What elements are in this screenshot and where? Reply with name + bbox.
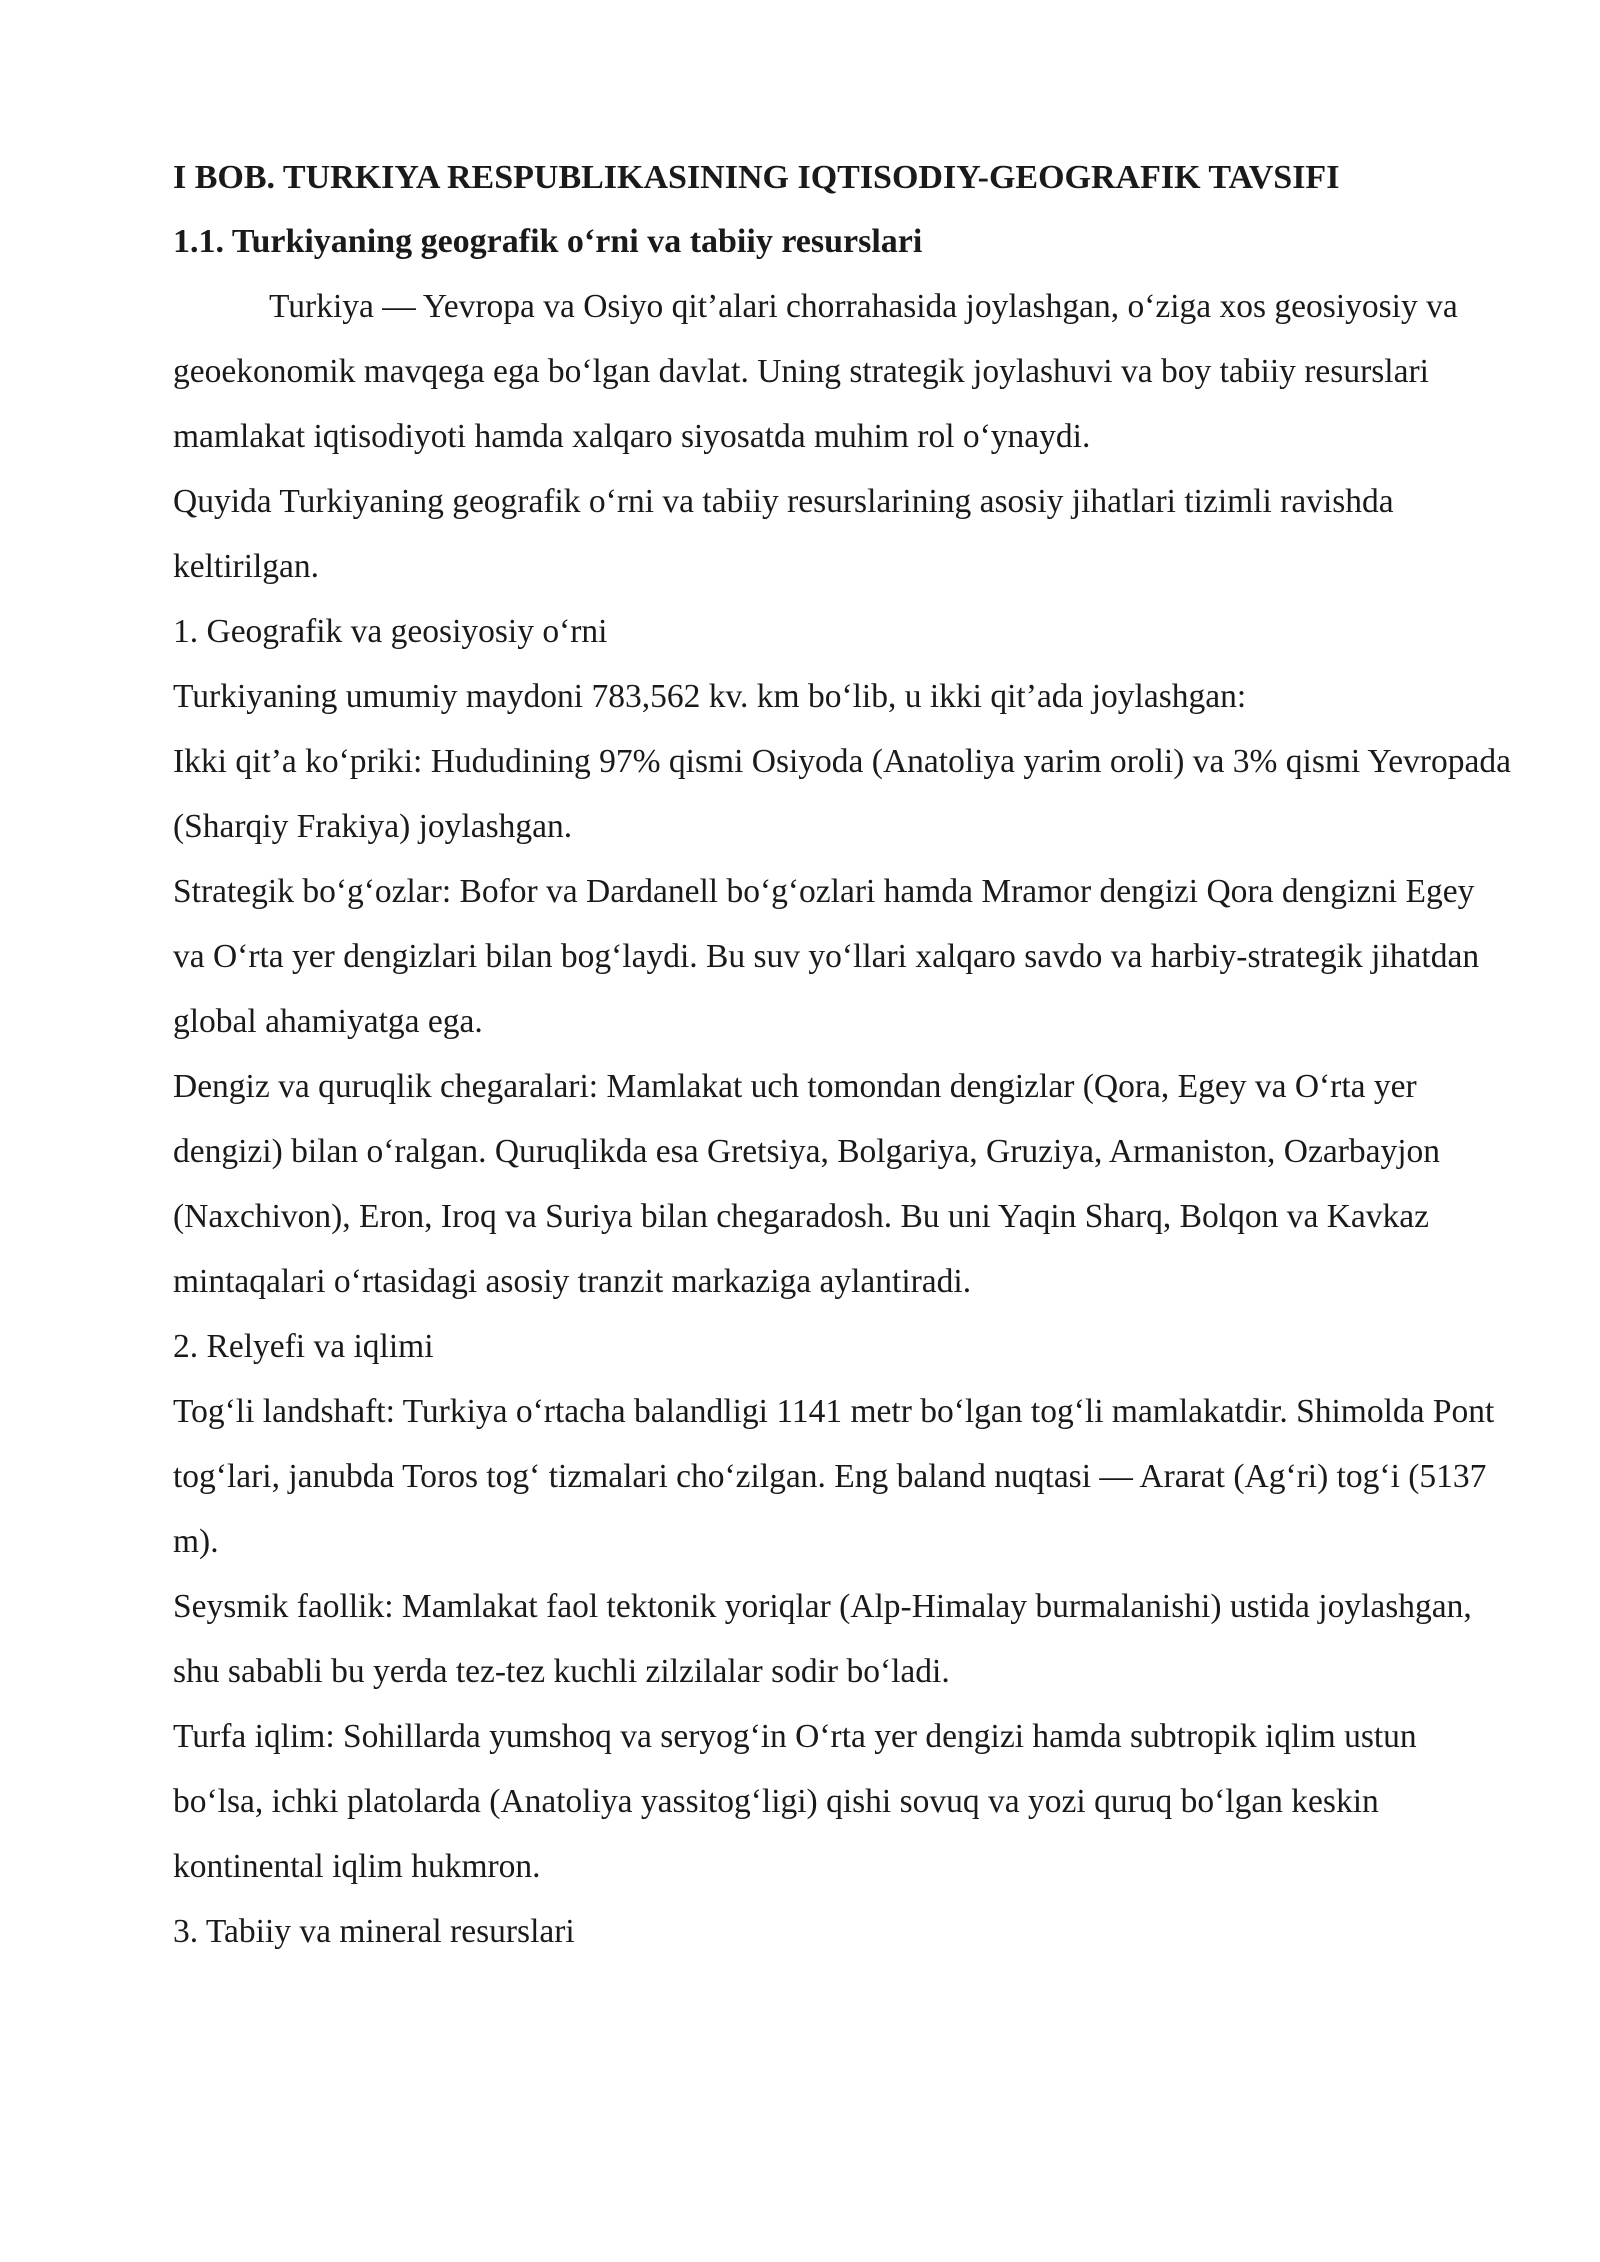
paragraph: Turfa iqlim: Sohillarda yumshoq va seryog‘in O‘rta yer dengizi hamda subtropik iqlim ustun bo‘lsa, ichki platolarda (Anatoliya yassitog‘ligi) qishi sovuq va yozi quruq bo‘lgan keskin kontinental iqlim hukmron. bbox=[173, 1718, 1417, 1885]
chapter-title: I BOB. TURKIYA RESPUBLIKASINING IQTISODIY-GEOGRAFIK TAVSIFI bbox=[173, 159, 1340, 196]
paragraph: Dengiz va quruqlik chegaralari: Mamlakat uch tomondan dengizlar (Qora, Egey va O‘rta yer dengizi) bilan o‘ralgan. Quruqlikda esa Gretsiya, Bolgariya, Gruziya, Armaniston, Ozarbayjon (Naxchivon), Eron, Iroq va Suriya bilan chegaradosh. Bu uni Yaqin Sharq, Bolqon va Kavkaz mintaqalari o‘rtasidagi asosiy tranzit markaziga aylantiradi. bbox=[173, 1068, 1441, 1300]
paragraph: Turkiyaning umumiy maydoni 783,562 kv. km bo‘lib, u ikki qit’ada joylashgan: bbox=[173, 678, 1247, 715]
paragraph: Strategik bo‘g‘ozlar: Bofor va Dardanell bo‘g‘ozlari hamda Mramor dengizi Qora dengizni Egey va O‘rta yer dengizlari bilan bog‘laydi. Bu suv yo‘llari xalqaro savdo va harbiy-strategik jihatdan global ahamiyatga ega. bbox=[173, 873, 1480, 1040]
paragraph: Quyida Turkiyaning geografik o‘rni va tabiiy resurslarining asosiy jihatlari tizimli ravishda keltirilgan. bbox=[173, 483, 1394, 585]
paragraph: Seysmik faollik: Mamlakat faol tektonik yoriqlar (Alp-Himalay burmalanishi) ustida joylashgan, shu sababli bu yerda tez-tez kuchli zilzilalar sodir bo‘ladi. bbox=[173, 1588, 1472, 1690]
paragraph: Tog‘li landshaft: Turkiya o‘rtacha balandligi 1141 metr bo‘lgan tog‘li mamlakatdir. Shimolda Pont tog‘lari, janubda Toros tog‘ tizmalari cho‘zilgan. Eng baland nuqtasi — Ararat (Ag‘ri) tog‘i (5137 m). bbox=[173, 1393, 1495, 1560]
paragraph: Ikki qit’a ko‘priki: Hududining 97% qismi Osiyoda (Anatoliya yarim oroli) va 3% qismi Yevropada (Sharqiy Frakiya) joylashgan. bbox=[173, 743, 1511, 845]
subheading-resources: 3. Tabiiy va mineral resurslari bbox=[173, 1913, 575, 1950]
document-page bbox=[173, 146, 1513, 1964]
intro-paragraph: Turkiya — Yevropa va Osiyo qit’alari chorrahasida joylashgan, o‘ziga xos geosiyosiy va geoekonomik mavqega ega bo‘lgan davlat. Uning strategik joylashuvi va boy tabiiy resurslari mamlakat iqtisodiyoti hamda xalqaro siyosatda muhim rol o‘ynaydi. bbox=[173, 288, 1458, 455]
subheading-relief-climate: 2. Relyefi va iqlimi bbox=[173, 1328, 434, 1365]
section-title: 1.1. Turkiyaning geografik o‘rni va tabiiy resurslari bbox=[173, 223, 923, 260]
subheading-geography: 1. Geografik va geosiyosiy o‘rni bbox=[173, 613, 608, 650]
